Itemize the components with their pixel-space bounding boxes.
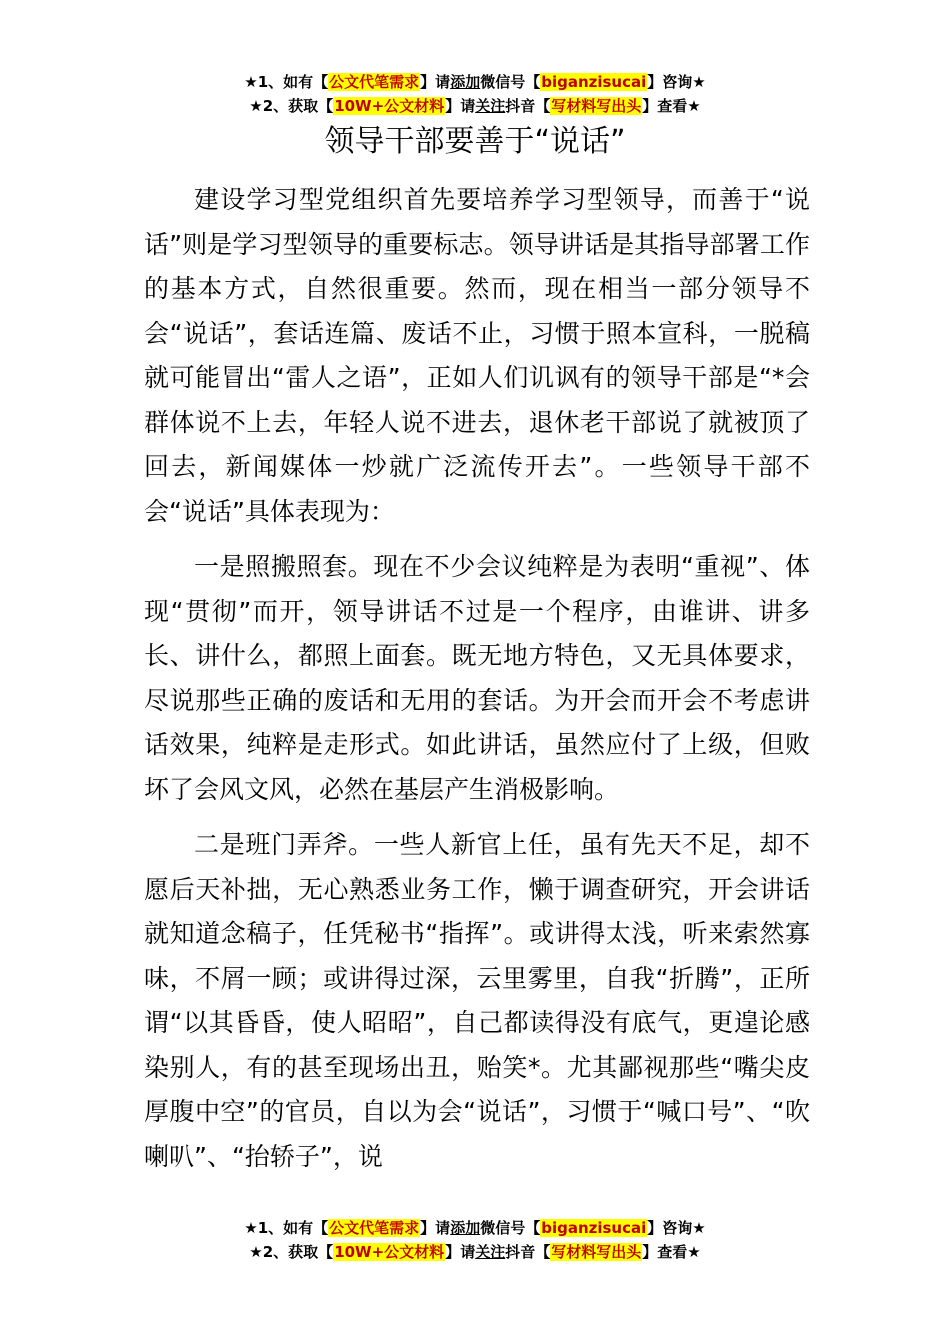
paragraph-point-two: 二是班门弄斧。一些人新官上任，虽有先天不足，却不愿后天补拙，无心熟悉业务工作，懒于调查研究，开会讲话就知道念稿子，任凭秘书“指挥”。或讲得太浅，听来索然寡味，不屑一顾；或讲得过深，云里雾里，自我“折腾”，正所谓“以其昏昏，使人昭昭”，自己都读得没有底气，更遑论感染别人，有的甚至现场出丑，贻笑*。尤其鄙视那些“嘴尖皮厚腹中空”的官员，自以为会“说话”，习惯于“喊口号”、“吹喇叭”、“抬轿子”，说: [144, 830, 810, 1171]
banner-text: 】请: [445, 1243, 476, 1261]
document-title: 领导干部要善于“说话”: [324, 124, 626, 159]
banner-line-1: [0, 1216, 950, 1240]
highlight-service: 公文代笔需求: [329, 73, 420, 91]
banner-text: ★2、获取【: [249, 97, 334, 115]
banner-line-2: [0, 1240, 950, 1264]
banner-line-1: [0, 70, 950, 94]
banner-text: 抖音【: [505, 97, 551, 115]
banner-text: 微信号【: [480, 73, 541, 91]
paragraph-intro: 建设学习型党组织首先要培养学习型领导，而善于“说话”则是学习型领导的重要标志。领导讲话是其指导部署工作的基本方式，自然很重要。然而，现在相当一部分领导不会“说话”，套话连篇、废话不止，习惯于照本宣科，一脱稿就可能冒出“雷人之语”，正如人们讥讽有的领导干部是“*会群体说不上去，年轻人说不进去，退休老干部说了就被顶了回去，新闻媒体一炒就广泛流传开去”。一些领导干部不会“说话”具体表现为：: [144, 185, 810, 526]
highlight-wechat-id: biganzisucai: [541, 1219, 647, 1237]
banner-text: 】查看★: [642, 1243, 701, 1261]
footer-banner: [0, 1216, 950, 1264]
banner-text: ★1、如有【: [244, 1219, 329, 1237]
banner-text: 】咨询★: [647, 1219, 706, 1237]
highlight-douyin-id: 写材料写出头: [551, 97, 642, 115]
highlight-service: 公文代笔需求: [329, 1219, 420, 1237]
banner-text: 】请: [420, 73, 451, 91]
banner-text: ★1、如有【: [244, 73, 329, 91]
banner-text: ★2、获取【: [249, 1243, 334, 1261]
paragraph-point-one: 一是照搬照套。现在不少会议纯粹是为表明“重视”、体现“贯彻”而开，领导讲话不过是一个程序，由谁讲、讲多长、讲什么，都照上面套。既无地方特色，又无具体要求，尽说那些正确的废话和无用的套话。为开会而开会不考虑讲话效果，纯粹是走形式。如此讲话，虽然应付了上级，但败坏了会风文风，必然在基层产生消极影响。: [144, 552, 810, 804]
banner-underline-text: 添加: [450, 1219, 481, 1237]
banner-underline-text: 关注: [475, 1243, 506, 1261]
banner-text: 】查看★: [642, 97, 701, 115]
banner-text: 】咨询★: [647, 73, 706, 91]
highlight-materials: 10W+公文材料: [334, 97, 445, 115]
header-banner: [0, 70, 950, 118]
banner-text: 微信号【: [480, 1219, 541, 1237]
highlight-douyin-id: 写材料写出头: [551, 1243, 642, 1261]
banner-text: 抖音【: [505, 1243, 551, 1261]
banner-underline-text: 添加: [450, 73, 481, 91]
banner-text: 】请: [445, 97, 476, 115]
highlight-materials: 10W+公文材料: [334, 1243, 445, 1261]
banner-text: 】请: [420, 1219, 451, 1237]
highlight-wechat-id: biganzisucai: [541, 73, 647, 91]
document-body: [144, 178, 810, 1190]
banner-line-2: [0, 94, 950, 118]
banner-underline-text: 关注: [475, 97, 506, 115]
